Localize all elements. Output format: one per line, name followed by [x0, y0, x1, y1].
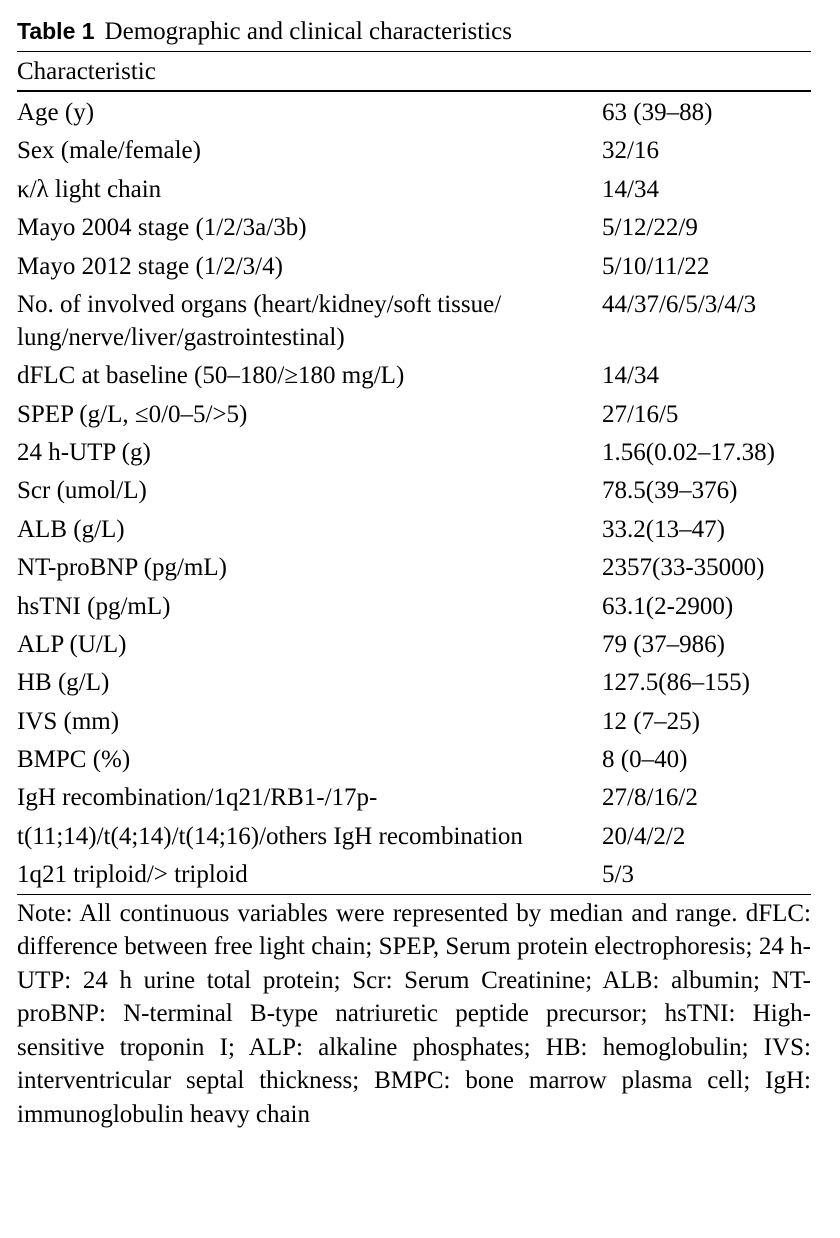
value-cell: 27/8/16/2: [602, 784, 698, 812]
characteristic-cell: 1q21 triploid/> triploid: [17, 861, 248, 889]
value-cell: 8 (0–40): [602, 746, 688, 773]
value-cell: 63 (39–88): [602, 99, 713, 126]
table-row: [17, 664, 811, 702]
table-row: [17, 208, 811, 246]
characteristic-cell: SPEP (g/L, ≤0/0–5/>5): [17, 400, 248, 428]
table-row: [17, 548, 811, 586]
characteristic-cell: No. of involved organs (heart/kidney/soft tissue/ lung/nerve/liver/gastrointestinal): [17, 290, 502, 351]
value-cell: 63.1(2-2900): [602, 592, 734, 620]
column-header: Characteristic: [17, 58, 156, 85]
value-cell: 2357(33-35000): [602, 554, 765, 582]
characteristic-cell: IVS (mm): [17, 707, 120, 735]
table-row: [17, 247, 811, 285]
table-title: Demographic and clinical characteristics: [104, 18, 512, 45]
table-row: [17, 132, 811, 170]
value-cell: 14/34: [602, 175, 659, 203]
value-cell: 5/3: [602, 861, 634, 889]
characteristic-cell: NT-proBNP (pg/mL): [17, 554, 227, 582]
characteristic-cell: BMPC (%): [17, 746, 131, 773]
table-row: [17, 285, 811, 356]
value-cell: 1.56(0.02–17.38): [602, 439, 775, 466]
value-cell: 12 (7–25): [602, 707, 700, 735]
table-caption: [17, 14, 811, 49]
table-row: [17, 587, 811, 625]
characteristic-cell: Scr (umol/L): [17, 477, 147, 505]
characteristic-cell: ALP (U/L): [17, 630, 127, 658]
value-cell: 32/16: [602, 137, 659, 165]
characteristic-cell: t(11;14)/t(4;14)/t(14;16)/others IgH recombination: [17, 822, 523, 850]
table-row: [17, 472, 811, 510]
characteristic-cell: IgH recombination/1q21/RB1-/17p-: [17, 784, 378, 812]
table-label: Table 1: [17, 18, 95, 44]
value-cell: 5/10/11/22: [602, 252, 710, 280]
value-cell: 44/37/6/5/3/4/3: [602, 290, 757, 318]
value-cell: 127.5(86–155): [602, 669, 750, 697]
characteristic-cell: hsTNI (pg/mL): [17, 592, 171, 620]
characteristic-cell: ALB (g/L): [17, 515, 125, 543]
characteristic-cell: Mayo 2012 stage (1/2/3/4): [17, 252, 283, 280]
table-row: [17, 395, 811, 433]
table-row: [17, 740, 811, 778]
table-row: [17, 817, 811, 855]
table-container: [17, 14, 811, 1131]
characteristic-cell: Age (y): [17, 99, 95, 126]
table-row: [17, 170, 811, 208]
value-cell: 33.2(13–47): [602, 515, 725, 543]
characteristic-cell: κ/λ light chain: [17, 175, 162, 203]
table-row: [17, 510, 811, 548]
table-row: [17, 779, 811, 817]
data-table: [17, 92, 811, 894]
characteristic-cell: Sex (male/female): [17, 137, 201, 165]
table-row: [17, 357, 811, 395]
characteristic-cell: HB (g/L): [17, 669, 110, 697]
value-cell: 20/4/2/2: [602, 822, 686, 850]
characteristic-cell: dFLC at baseline (50–180/≥180 mg/L): [17, 362, 405, 390]
table-row: [17, 433, 811, 471]
table-row: [17, 855, 811, 893]
characteristic-cell: Mayo 2004 stage (1/2/3a/3b): [17, 214, 307, 242]
value-cell: 14/34: [602, 362, 659, 390]
table-row: [17, 92, 811, 132]
value-cell: 5/12/22/9: [602, 214, 698, 242]
table-note: Note: All continuous variables were represented by median and range. dFLC: difference between free light chain; SPEP, Serum protein electrophoresis; 24 h-UTP: 24 h urine total protein; Scr: Serum Creatinine; ALB: albumin; NT-proBNP: N-terminal B-type natriuretic peptide precursor; hsTNI: High-sensitive troponin I; ALP: alkaline phosphates; HB: hemoglobulin; IVS: interventricular septal thickness; BMPC: bone marrow plasma cell; IgH: immunoglobulin heavy chain: [17, 899, 811, 1128]
value-cell: 79 (37–986): [602, 630, 725, 658]
characteristic-cell: 24 h-UTP (g): [17, 439, 151, 466]
table-row: [17, 625, 811, 663]
value-cell: 78.5(39–376): [602, 477, 738, 505]
table-row: [17, 702, 811, 740]
value-cell: 27/16/5: [602, 400, 679, 428]
